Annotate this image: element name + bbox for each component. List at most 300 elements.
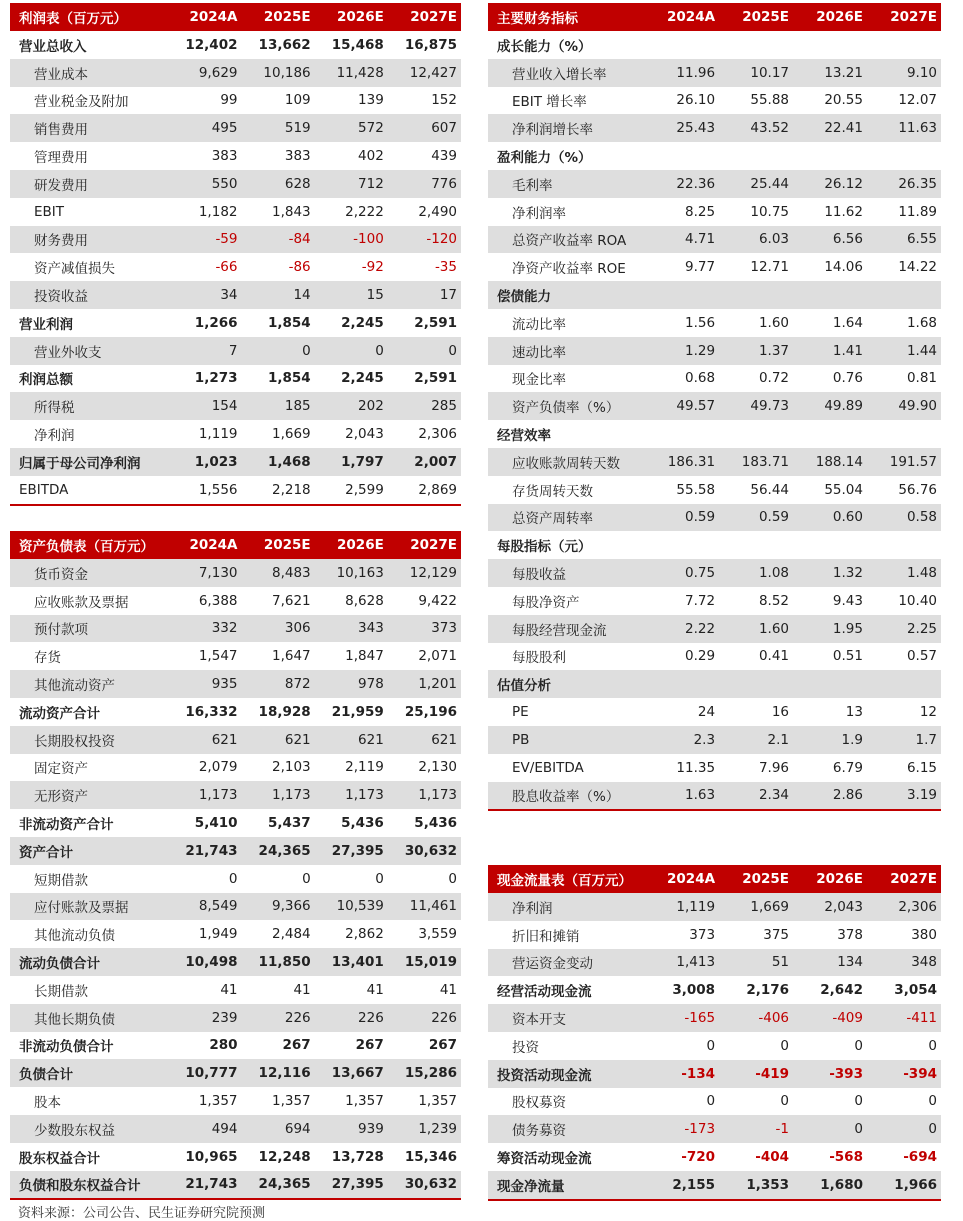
table-row [488,337,941,365]
value-cell [645,281,719,309]
table-row [488,615,941,643]
table-row [488,921,941,949]
row-label: 无形资产 [10,781,168,809]
row-label: 长期股权投资 [10,726,168,754]
value-cell: 1.7 [867,726,941,754]
value-cell: 22.41 [793,114,867,142]
row-label: 流动比率 [512,316,566,333]
value-cell: 1,173 [388,781,461,809]
row-label: 存货 [34,650,61,667]
table-row [10,87,461,115]
table-row [488,198,941,226]
row-label: 总资产收益率 ROA [488,226,645,254]
row-label: 股权募资 [512,1095,566,1112]
value-cell: 51 [719,949,793,977]
financial-ratios-table [488,3,941,811]
table-row [10,337,461,365]
row-label: 财务费用 [10,226,168,254]
value-cell: 1,023 [168,448,241,476]
value-cell: 26.35 [867,170,941,198]
row-label: 投资 [512,1039,539,1056]
value-cell: 0 [302,870,311,887]
row-label: 非流动资产合计 [19,817,114,834]
value-cell: 6.79 [832,759,863,776]
value-cell: 0 [780,1093,790,1110]
value-cell: 185 [242,392,315,420]
table-row [488,754,941,782]
value-cell: 24,365 [242,837,315,865]
value-cell: -406 [719,1004,793,1032]
value-cell: 49.90 [867,392,941,420]
table-row [488,893,941,921]
table-row [10,670,461,698]
value-cell: 7,621 [272,592,311,609]
row-label: 预付款项 [10,615,168,643]
value-cell [645,531,719,559]
row-label: 固定资产 [34,761,88,778]
table-row [488,976,941,1004]
value-cell: 18,928 [258,703,311,720]
year-header: 2027E [867,3,941,31]
value-cell: 1,119 [645,893,719,921]
value-cell: 9,366 [242,893,315,921]
row-label: EBITDA [10,476,168,505]
value-cell [719,420,793,448]
value-cell: 621 [242,726,315,754]
row-label: 负债合计 [10,1059,168,1087]
value-cell [719,142,793,170]
value-cell: 12,129 [388,559,461,587]
row-label: 每股股利 [512,650,566,667]
row-label: 短期借款 [34,872,88,889]
section-row [488,31,941,59]
value-cell: 1.60 [719,615,793,643]
value-cell: 7,130 [168,559,241,587]
value-cell: 7.96 [758,759,790,776]
table-row [10,198,461,226]
row-label: 股息收益率（%） [488,782,645,811]
value-cell: 2.1 [719,726,793,754]
table-row [488,253,941,281]
table-row [488,587,941,615]
row-label: 每股经营现金流 [488,615,645,643]
value-cell: 0.58 [867,504,941,532]
value-cell: 10.17 [719,59,793,87]
value-cell: 0 [854,1093,863,1110]
value-cell: 0.57 [906,648,937,665]
value-cell: 1,173 [168,781,241,809]
value-cell: 10,498 [168,948,241,976]
table-row [488,1032,941,1060]
table-row [10,1087,461,1115]
year-header: 2026E [793,3,867,31]
value-cell: 226 [388,1004,461,1032]
balance-sheet-table [10,531,461,1200]
year-header: 2024A [645,3,719,31]
value-cell: 1,680 [793,1171,867,1200]
value-cell [793,281,867,309]
value-cell: 13,401 [315,948,388,976]
value-cell: 14.22 [898,259,937,276]
value-cell [867,31,941,59]
value-cell: 1.9 [793,726,867,754]
table-header [10,3,461,31]
table-row [488,643,941,671]
row-label: 其他长期负债 [10,1004,168,1032]
value-cell: 49.89 [793,392,867,420]
value-cell: 0.68 [684,370,716,387]
value-cell: 306 [242,615,315,643]
value-cell: 1,949 [198,926,238,943]
table-row [10,31,461,59]
table-row [10,309,461,337]
value-cell: 2.22 [645,615,719,643]
value-cell: 1,273 [194,370,238,387]
value-cell: 43.52 [719,114,793,142]
value-cell: 375 [763,926,790,943]
value-cell: 1,847 [345,648,384,665]
value-cell: 26.12 [793,170,867,198]
row-label: EBIT 增长率 [512,94,587,111]
value-cell: 0 [242,337,315,365]
value-cell: 12,116 [242,1059,315,1087]
row-label: 净利润 [488,893,645,921]
value-cell: 0.72 [758,370,790,387]
value-cell: 0 [388,337,461,365]
value-cell: 373 [388,615,461,643]
value-cell: 56.44 [750,481,790,498]
value-cell: -411 [867,1004,941,1032]
value-cell: 0 [228,870,238,887]
value-cell: 1.29 [645,337,719,365]
table-row [10,837,461,865]
year-header: 2024A [645,865,719,893]
year-header: 2027E [388,531,461,559]
row-label: 销售费用 [10,114,168,142]
value-cell: 56.76 [898,481,937,498]
value-cell [645,420,719,448]
value-cell: 5,436 [414,815,457,832]
row-label: 所得税 [10,392,168,420]
table-row [10,253,461,281]
row-label: EBIT [34,203,65,220]
year-header: 2027E [388,3,461,31]
section-row [488,420,941,448]
value-cell: 2,490 [418,203,457,220]
value-cell: 139 [358,92,384,109]
value-cell: 30,632 [388,837,461,865]
value-cell: 343 [315,615,388,643]
income-statement-table [10,3,461,506]
value-cell: 3,559 [418,926,457,943]
row-label: 估值分析 [488,670,645,698]
value-cell: 621 [168,726,241,754]
table-row [488,504,941,532]
value-cell: 1,854 [267,370,311,387]
row-label: 资本开支 [488,1004,645,1032]
row-label: 盈利能力（%） [497,150,592,167]
row-label: 每股净资产 [512,594,580,611]
value-cell: -173 [645,1115,719,1143]
value-cell: 2,642 [820,982,863,999]
row-label: PE [512,704,529,721]
value-cell: 439 [431,148,457,165]
table-row [488,1115,941,1143]
row-label: 经营效率 [497,428,551,445]
value-cell: 0.41 [758,648,790,665]
value-cell: 0 [706,1037,716,1054]
value-cell: 1.48 [867,559,941,587]
value-cell: 41 [220,981,238,998]
row-label: 少数股东权益 [10,1115,168,1143]
value-cell: 1,843 [272,203,311,220]
value-cell: 55.04 [824,481,863,498]
value-cell: 55.88 [750,92,790,109]
value-cell: 20.55 [824,92,863,109]
value-cell: 183.71 [719,448,793,476]
value-cell: 11.96 [645,59,719,87]
value-cell: 2,306 [867,893,941,921]
table-row [10,698,461,726]
value-cell: 0 [780,1037,790,1054]
value-cell: 191.57 [867,448,941,476]
table-row [10,476,461,505]
row-label: 管理费用 [34,150,88,167]
row-label: 成长能力（%） [497,38,592,55]
table-row [10,420,461,448]
value-cell: 383 [284,148,311,165]
value-cell: 267 [428,1037,457,1054]
value-cell: 621 [315,726,388,754]
row-label: 营运资金变动 [488,949,645,977]
value-cell: 1.37 [719,337,793,365]
row-label: 营业利润 [19,316,73,333]
table-header [488,865,941,893]
value-cell [867,142,941,170]
table-row [488,1088,941,1116]
value-cell: 1,266 [194,314,238,331]
row-label: 净资产收益率 ROE [512,261,626,278]
row-label: 利润总额 [19,372,73,389]
value-cell: 12 [919,704,937,721]
value-cell: 26.10 [676,92,716,109]
row-label: 股本 [34,1095,61,1112]
value-cell: 10,163 [315,559,388,587]
value-cell: 776 [388,170,461,198]
value-cell: 2,071 [418,648,457,665]
value-cell: 0 [854,1037,863,1054]
row-label: 营业税金及附加 [34,94,129,111]
value-cell: 1,173 [315,781,388,809]
table-header [10,531,461,559]
value-cell: 16,332 [185,703,238,720]
value-cell: 21,959 [331,703,384,720]
value-cell: 2,103 [272,759,311,776]
value-cell: 8,549 [168,893,241,921]
value-cell: 0.51 [832,648,863,665]
table-row [10,142,461,170]
row-label: 流动负债合计 [10,948,168,976]
row-label: 投资活动现金流 [488,1060,645,1088]
value-cell: 621 [388,726,461,754]
row-label: 长期借款 [34,983,88,1000]
value-cell: 267 [355,1037,384,1054]
table-header [488,3,941,31]
value-cell: 13,728 [331,1148,384,1165]
cash-flow-table [488,865,941,1201]
value-cell: 1,201 [388,670,461,698]
value-cell: -720 [681,1149,716,1166]
table-row [488,559,941,587]
value-cell: 8,628 [345,592,384,609]
value-cell: 280 [209,1037,238,1054]
value-cell: 7.72 [684,592,716,609]
value-cell: 11,461 [388,893,461,921]
value-cell [645,142,719,170]
year-header: 2026E [315,531,388,559]
table-row [10,1171,461,1200]
value-cell: 2,484 [272,926,311,943]
row-label: 股东权益合计 [19,1150,100,1167]
value-cell: 0.60 [793,504,867,532]
row-label: 存货周转天数 [512,483,593,500]
table-row [488,476,941,504]
row-label: 营业成本 [10,59,168,87]
value-cell: 1,797 [315,448,388,476]
value-cell: 1,468 [242,448,315,476]
table-title: 资产负债表（百万元） [10,531,168,559]
value-cell: 25.43 [645,114,719,142]
value-cell: 226 [315,1004,388,1032]
value-cell: 3,008 [672,982,716,999]
value-cell: 1,357 [345,1093,384,1110]
year-header: 2025E [242,531,315,559]
table-row [10,1059,461,1087]
value-cell: 10.40 [898,592,937,609]
value-cell: 0 [867,1115,941,1143]
value-cell: 1,357 [198,1093,238,1110]
value-cell: 5,436 [341,815,384,832]
table-row [488,392,941,420]
value-cell: 2,591 [414,370,457,387]
value-cell: 9,629 [168,59,241,87]
table-row [10,948,461,976]
value-cell [719,281,793,309]
value-cell: -419 [719,1060,793,1088]
value-cell [793,142,867,170]
value-cell: 607 [388,114,461,142]
value-cell: 13.21 [793,59,867,87]
value-cell: 1,966 [867,1171,941,1200]
value-cell: 13,662 [258,36,311,53]
value-cell [645,31,719,59]
value-cell: 7 [168,337,241,365]
value-cell: 2,306 [418,426,457,443]
table-row [488,726,941,754]
value-cell: 11,428 [315,59,388,87]
value-cell: 12.07 [898,92,937,109]
row-label: 其他流动负债 [34,928,115,945]
row-label: 其他流动资产 [10,670,168,698]
value-cell: 2,599 [315,476,388,505]
value-cell [793,531,867,559]
value-cell: 2,869 [388,476,461,505]
value-cell: -92 [361,259,384,276]
value-cell: 1,547 [198,648,238,665]
value-cell: 1,119 [198,426,238,443]
row-label: 筹资活动现金流 [497,1151,592,1168]
table-row [10,559,461,587]
value-cell: 27,395 [315,837,388,865]
value-cell: 2,043 [793,893,867,921]
value-cell: 6,388 [198,592,238,609]
value-cell: 0 [448,870,457,887]
section-row [488,670,941,698]
value-cell: 6.03 [719,226,793,254]
value-cell: 202 [315,392,388,420]
value-cell: 6.56 [793,226,867,254]
value-cell: 2,222 [345,203,384,220]
value-cell: 2,043 [345,426,384,443]
value-cell: 239 [168,1004,241,1032]
value-cell [867,281,941,309]
source-note: 资料来源：公司公告、民生证券研究院预测 [18,1206,266,1221]
section-row [488,531,941,559]
value-cell: 9.10 [867,59,941,87]
year-header: 2026E [793,865,867,893]
value-cell: 978 [315,670,388,698]
value-cell: 109 [284,92,311,109]
table-row [10,59,461,87]
row-label: 营业总收入 [19,38,87,55]
table-row [488,1060,941,1088]
row-label: PB [488,726,645,754]
value-cell: 332 [168,615,241,643]
value-cell: 10,186 [242,59,315,87]
table-row [10,448,461,476]
table-row [10,920,461,948]
value-cell: 348 [867,949,941,977]
row-label: 货币资金 [10,559,168,587]
value-cell: 1.41 [793,337,867,365]
value-cell: 25.44 [719,170,793,198]
value-cell: 16 [771,704,790,721]
value-cell: 2,591 [414,314,457,331]
value-cell: 1.56 [684,314,716,331]
value-cell: 154 [168,392,241,420]
value-cell: 14 [242,281,315,309]
value-cell: 939 [315,1115,388,1143]
year-header: 2025E [242,3,315,31]
value-cell: 24 [697,704,716,721]
value-cell [867,531,941,559]
value-cell: 41 [439,981,457,998]
row-label: 净利润 [34,428,75,445]
value-cell: 15,019 [388,948,461,976]
value-cell: 0.76 [832,370,863,387]
table-row [488,1143,941,1171]
value-cell: 134 [793,949,867,977]
value-cell: 0.81 [906,370,937,387]
value-cell: 188.14 [793,448,867,476]
table-row [488,782,941,811]
value-cell: 25,196 [404,703,457,720]
value-cell: 5,410 [194,815,238,832]
table-row [10,809,461,837]
value-cell: 10,965 [185,1148,238,1165]
row-label: 投资收益 [10,281,168,309]
value-cell: -84 [242,226,315,254]
